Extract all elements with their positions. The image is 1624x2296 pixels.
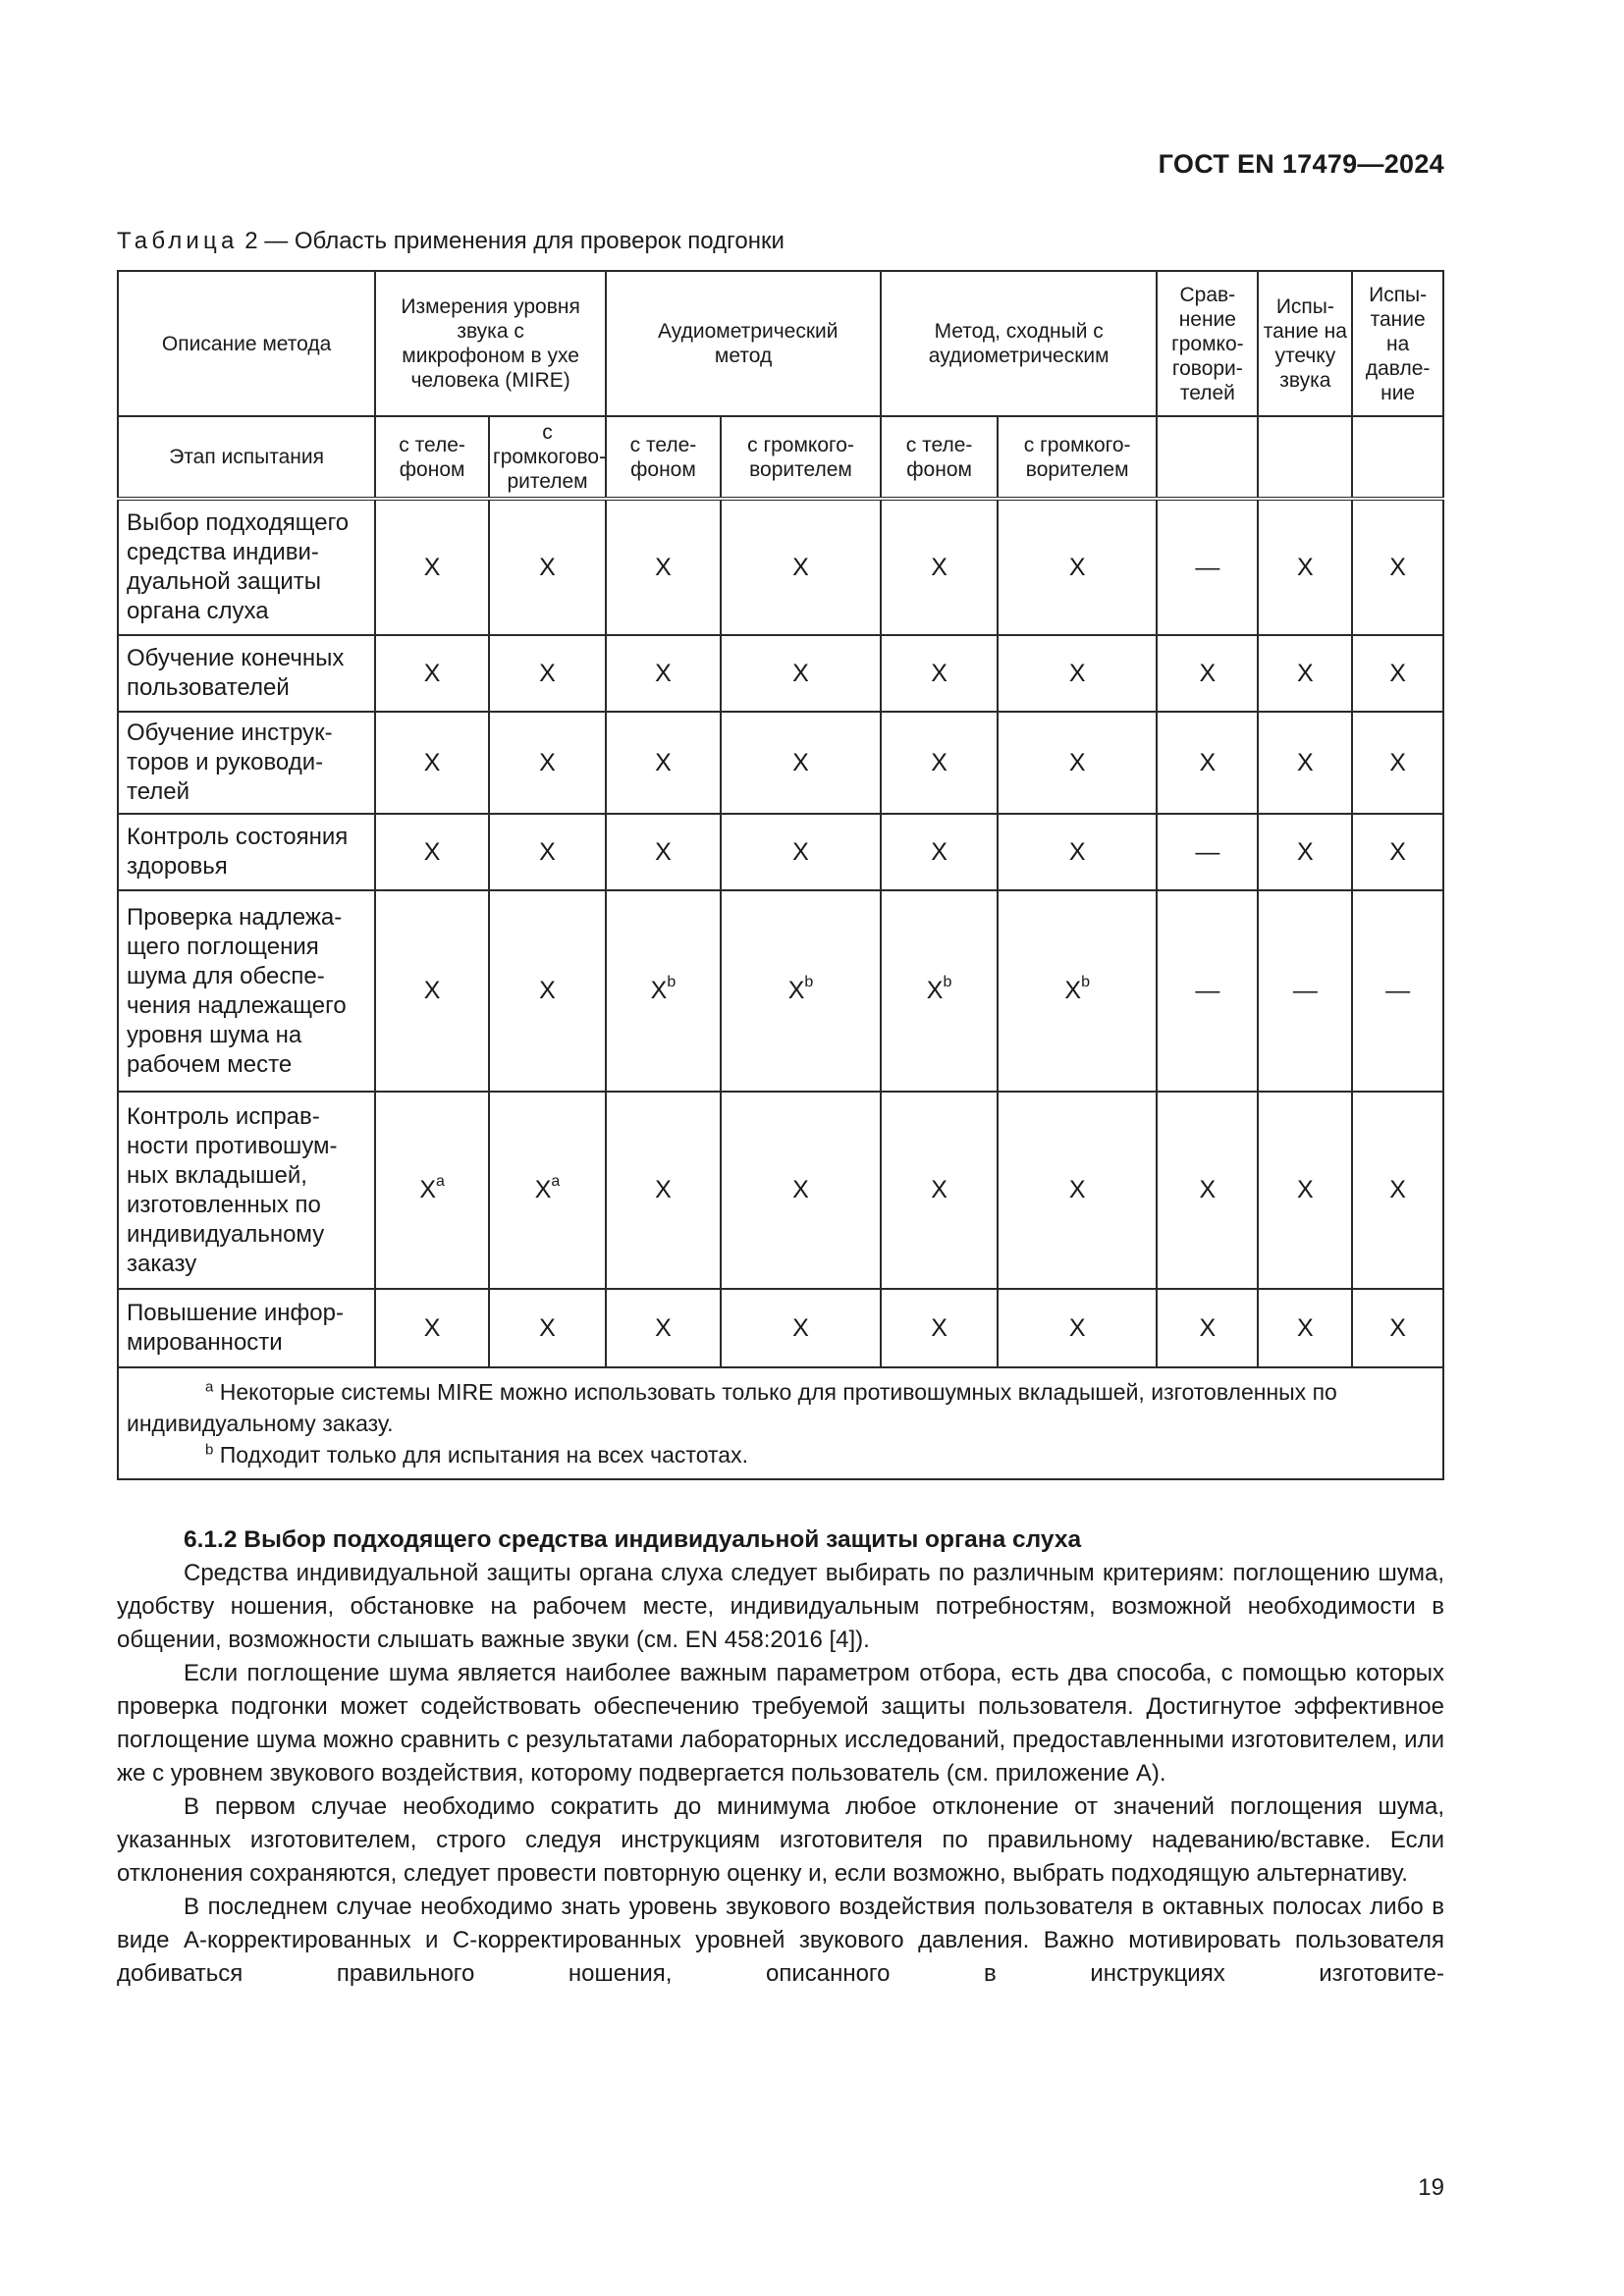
table-caption: [117, 228, 785, 255]
applicability-cell: [606, 712, 721, 814]
applicability-cell: [375, 712, 489, 814]
table-row: [118, 499, 1443, 635]
applicability-mark: X: [792, 748, 809, 776]
applicability-cell: [606, 499, 721, 635]
applicability-cell: [489, 814, 606, 890]
stage-cell: Обучение конечных пользователей: [118, 635, 375, 712]
applicability-mark: X: [655, 837, 672, 866]
applicability-mark: —: [1385, 977, 1411, 1004]
empty-subheader-cell: [1258, 416, 1352, 499]
method-label: Описание метода: [161, 332, 332, 355]
applicability-mark: X: [1199, 1176, 1217, 1203]
applicability-mark: X: [1389, 1176, 1406, 1203]
empty-subheader-cell: [1352, 416, 1443, 499]
stage-header-row: [118, 416, 1443, 499]
table-row: [118, 890, 1443, 1092]
applicability-cell: [998, 1092, 1157, 1289]
applicability-cell: [375, 1289, 489, 1367]
subheader-cell: с громкого-ворителем: [998, 416, 1157, 499]
applicability-cell: [721, 1289, 881, 1367]
method-header-loudspeaker-comparison: Срав-нение громко-говори-телей: [1157, 271, 1258, 416]
applicability-mark: X: [787, 977, 805, 1004]
applicability-cell: [375, 890, 489, 1092]
table-row: [118, 814, 1443, 890]
fit-check-table: [117, 270, 1444, 1480]
method-header-leak-test: Испы-тание на утечку звука: [1258, 271, 1352, 416]
paragraph: Средства индивидуальной защиты органа слуха следует выбирать по различным критериям: поглощению шума, удобству ношения, обстановке на рабочем месте, индивидуальным потребностям, возможной необходимости в общении, возможности слышать важные звуки (см. EN 458:2016 [4]).: [117, 1560, 1444, 1653]
applicability-mark: X: [423, 553, 441, 581]
applicability-mark: X: [534, 1176, 552, 1203]
footnotes-cell: [118, 1367, 1443, 1479]
applicability-mark: X: [1297, 1176, 1314, 1203]
applicability-mark: X: [539, 837, 556, 866]
applicability-cell: [998, 890, 1157, 1092]
applicability-mark: X: [539, 748, 556, 776]
footnote-ref: a: [436, 1172, 445, 1190]
applicability-cell: [998, 499, 1157, 635]
applicability-mark: —: [1195, 837, 1220, 866]
applicability-cell: [1352, 499, 1443, 635]
applicability-cell: [375, 1092, 489, 1289]
subheader-cell: с громкого-ворителем: [721, 416, 881, 499]
applicability-mark: X: [655, 748, 672, 776]
footnote-b: $^b$ Подходит только для испытания на всех частотах.: [205, 1441, 748, 1468]
applicability-cell: [606, 890, 721, 1092]
applicability-mark: X: [1068, 748, 1086, 776]
applicability-cell: [1352, 1289, 1443, 1367]
applicability-cell: [1157, 890, 1258, 1092]
method-header-row: [118, 271, 1443, 416]
stage-cell: Повышение инфор-мированности: [118, 1289, 375, 1367]
applicability-mark: X: [1389, 553, 1406, 581]
stage-label: Этап испытания: [169, 446, 325, 468]
applicability-mark: X: [1389, 659, 1406, 687]
applicability-cell: [881, 712, 998, 814]
stage-cell: Контроль исправ-ности противошум-ных вкладышей, изготовленных по индивидуальному заказу: [118, 1092, 375, 1289]
applicability-mark: X: [539, 553, 556, 581]
paragraph: Если поглощение шума является наиболее важным параметром отбора, есть два способа, с помощью которых проверка подгонки может содействовать обеспечению требуемой защиты пользователя. Достигнутое эффективное поглощение шума можно сравнить с результатами лабораторных исследований, предоставленными изготовителем, или же с уровнем звукового воздействия, которому подвергается пользователь (см. приложение А).: [117, 1660, 1444, 1787]
footnote-ref: b: [1081, 973, 1090, 990]
applicability-mark: X: [423, 1313, 441, 1342]
applicability-cell: [881, 1289, 998, 1367]
table-row: [118, 635, 1443, 712]
applicability-cell: [881, 890, 998, 1092]
applicability-cell: [606, 635, 721, 712]
applicability-cell: [998, 1289, 1157, 1367]
applicability-cell: [721, 1092, 881, 1289]
applicability-mark: X: [1199, 1313, 1217, 1342]
applicability-cell: [1258, 1289, 1352, 1367]
applicability-cell: [881, 1092, 998, 1289]
applicability-mark: X: [539, 977, 556, 1004]
applicability-mark: X: [423, 748, 441, 776]
applicability-mark: —: [1195, 977, 1220, 1004]
table-row: [118, 1289, 1443, 1367]
applicability-cell: [489, 1289, 606, 1367]
applicability-mark: X: [1199, 748, 1217, 776]
applicability-mark: X: [792, 1313, 809, 1342]
applicability-mark: X: [1297, 1313, 1314, 1342]
applicability-mark: —: [1292, 977, 1318, 1004]
applicability-cell: [489, 890, 606, 1092]
applicability-mark: X: [655, 659, 672, 687]
applicability-mark: X: [423, 837, 441, 866]
applicability-cell: [1258, 712, 1352, 814]
applicability-cell: [881, 814, 998, 890]
footnotes-row: [118, 1367, 1443, 1479]
applicability-cell: [881, 635, 998, 712]
applicability-cell: [1157, 814, 1258, 890]
applicability-mark: X: [655, 1176, 672, 1203]
stage-label-cell: [118, 416, 375, 499]
empty-subheader-cell: [1157, 416, 1258, 499]
applicability-mark: X: [655, 553, 672, 581]
subheader-cell: с теле-фоном: [881, 416, 998, 499]
stage-cell: Проверка надлежа-щего поглощения шума для обеспе-чения надлежащего уровня шума на рабочем месте: [118, 890, 375, 1092]
subheader-cell: с громкогово-рителем: [489, 416, 606, 499]
applicability-cell: [1157, 635, 1258, 712]
applicability-cell: [721, 499, 881, 635]
applicability-mark: X: [1389, 1313, 1406, 1342]
applicability-cell: [375, 635, 489, 712]
applicability-cell: [1157, 1092, 1258, 1289]
applicability-mark: X: [1297, 659, 1314, 687]
footnote-ref: b: [804, 973, 814, 990]
applicability-mark: X: [792, 553, 809, 581]
applicability-mark: X: [423, 659, 441, 687]
applicability-cell: [489, 712, 606, 814]
applicability-cell: [881, 499, 998, 635]
applicability-cell: [721, 635, 881, 712]
applicability-mark: X: [792, 659, 809, 687]
applicability-mark: X: [1068, 837, 1086, 866]
applicability-mark: X: [1297, 748, 1314, 776]
method-header-audiometric-like: Метод, сходный с аудиометрическим: [881, 271, 1157, 416]
applicability-mark: X: [1389, 837, 1406, 866]
applicability-cell: [1352, 890, 1443, 1092]
applicability-cell: [998, 712, 1157, 814]
applicability-mark: X: [1068, 553, 1086, 581]
applicability-cell: [721, 712, 881, 814]
applicability-cell: [1157, 1289, 1258, 1367]
applicability-mark: X: [1297, 837, 1314, 866]
applicability-mark: X: [1199, 659, 1217, 687]
paragraph: В последнем случае необходимо знать уровень звукового воздействия пользователя в октавных полосах либо в виде А-корректированных и С-корректированных уровней звукового давления. Важно мотивировать пользователя добиваться правильного ношения, описанного в инструкциях изготовите-: [117, 1894, 1444, 1987]
table-row: [118, 1092, 1443, 1289]
applicability-mark: X: [650, 977, 668, 1004]
section-6-1-2: [117, 1523, 1444, 1991]
method-header-pressure-test: Испы-тание на давле-ние: [1352, 271, 1443, 416]
applicability-cell: [489, 499, 606, 635]
footnote-ref: a: [551, 1172, 561, 1190]
applicability-mark: X: [419, 1176, 436, 1203]
applicability-cell: [1157, 712, 1258, 814]
stage-cell: Выбор подходящего средства индиви-дуальной защиты органа слуха: [118, 499, 375, 635]
applicability-mark: X: [1297, 553, 1314, 581]
applicability-mark: X: [931, 1176, 947, 1203]
applicability-cell: [1352, 712, 1443, 814]
applicability-cell: [721, 890, 881, 1092]
applicability-cell: [606, 814, 721, 890]
stage-cell: Обучение инструк-торов и руководи-телей: [118, 712, 375, 814]
applicability-cell: [998, 635, 1157, 712]
applicability-mark: X: [539, 1313, 556, 1342]
applicability-mark: X: [1068, 1313, 1086, 1342]
applicability-mark: X: [931, 659, 947, 687]
applicability-cell: [375, 499, 489, 635]
applicability-mark: X: [655, 1313, 672, 1342]
table-caption-text: 2 — Область применения для проверок подгонки: [244, 228, 785, 254]
applicability-cell: [1258, 890, 1352, 1092]
standard-designation: ГОСТ EN 17479—2024: [1158, 149, 1444, 179]
applicability-mark: X: [792, 837, 809, 866]
stage-cell: Контроль состояния здоровья: [118, 814, 375, 890]
applicability-mark: X: [926, 977, 944, 1004]
method-label-cell: [118, 271, 375, 416]
applicability-mark: X: [539, 659, 556, 687]
applicability-cell: [606, 1289, 721, 1367]
applicability-mark: X: [931, 748, 947, 776]
applicability-cell: [1258, 499, 1352, 635]
applicability-mark: X: [1068, 1176, 1086, 1203]
method-header-mire: Измерения уровня звука с микрофоном в ухе человека (MIRE): [375, 271, 606, 416]
applicability-mark: X: [792, 1176, 809, 1203]
applicability-cell: [489, 1092, 606, 1289]
applicability-cell: [1352, 814, 1443, 890]
applicability-mark: X: [1389, 748, 1406, 776]
table-row: [118, 712, 1443, 814]
applicability-cell: [1258, 635, 1352, 712]
applicability-mark: X: [931, 553, 947, 581]
applicability-cell: [489, 635, 606, 712]
method-header-audiometric: Аудиометрический метод: [606, 271, 881, 416]
subheader-cell: с теле-фоном: [375, 416, 489, 499]
applicability-mark: —: [1195, 553, 1220, 581]
footnote-ref: b: [667, 973, 677, 990]
page-number: 19: [1418, 2174, 1444, 2201]
applicability-mark: X: [931, 837, 947, 866]
applicability-cell: [1157, 499, 1258, 635]
applicability-cell: [998, 814, 1157, 890]
applicability-cell: [1352, 1092, 1443, 1289]
applicability-mark: X: [423, 977, 441, 1004]
applicability-mark: X: [931, 1313, 947, 1342]
section-heading: 6.1.2 Выбор подходящего средства индивидуальной защиты органа слуха: [184, 1526, 1082, 1553]
applicability-cell: [1258, 814, 1352, 890]
paragraph: В первом случае необходимо сократить до минимума любое отклонение от значений поглощения шума, указанных изготовителем, строго следуя инструкциям изготовителя по правильному надеванию/вставке. Если отклонения сохраняются, следует провести повторную оценку и, если возможно, выбрать подходящую альтернативу.: [117, 1793, 1444, 1887]
applicability-cell: [375, 814, 489, 890]
applicability-cell: [1258, 1092, 1352, 1289]
applicability-mark: X: [1068, 659, 1086, 687]
applicability-cell: [606, 1092, 721, 1289]
footnote-a: $^a$ Некоторые системы MIRE можно использовать только для противошумных вкладышей, изготовленных по индивидуальному заказу.: [127, 1378, 1337, 1436]
applicability-cell: [721, 814, 881, 890]
table-body: [118, 499, 1443, 1367]
subheader-cell: с теле-фоном: [606, 416, 721, 499]
footnote-ref: b: [943, 973, 952, 990]
applicability-mark: X: [1064, 977, 1082, 1004]
applicability-cell: [1352, 635, 1443, 712]
table-caption-prefix: Таблица: [117, 228, 239, 254]
